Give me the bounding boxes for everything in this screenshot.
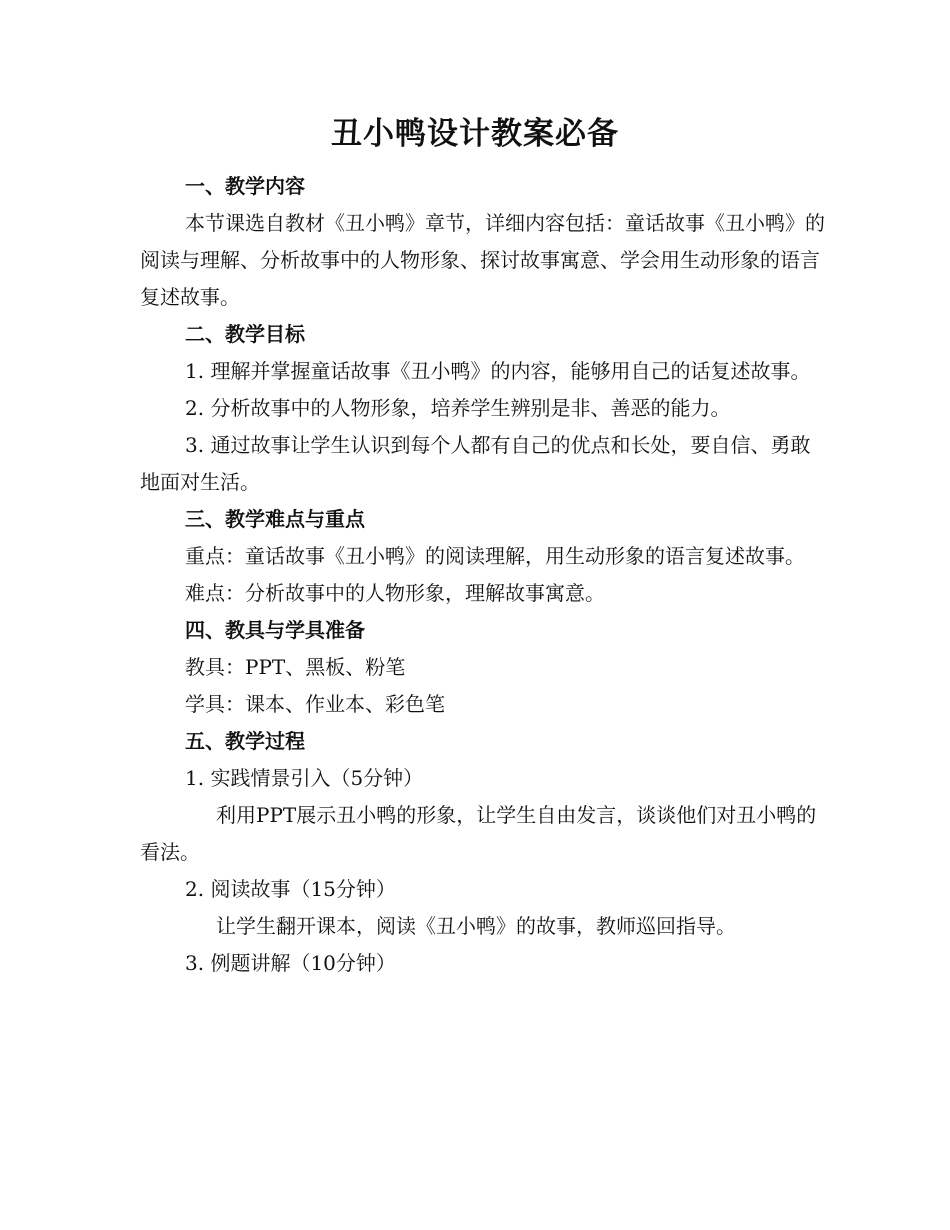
process-step-2-description: 让学生翻开课本，阅读《丑小鸭》的故事，教师巡回指导。 <box>216 914 736 938</box>
process-step-1: 1. 实践情景引入（5分钟） <box>185 766 424 790</box>
key-point-paragraph: 重点：童话故事《丑小鸭》的阅读理解，用生动形象的语言复述故事。 <box>185 544 805 568</box>
section-heading-goals: 二、教学目标 <box>185 322 305 346</box>
content-paragraph: 本节课选自教材《丑小鸭》章节，详细内容包括：童话故事《丑小鸭》的阅读与理解、分析故事中的人物形象、探讨故事寓意、学会用生动形象的语言复述故事。 <box>140 211 825 309</box>
process-step-2: 2. 阅读故事（15分钟） <box>185 877 396 901</box>
goal-item-3: 3. 通过故事让学生认识到每个人都有自己的优点和长处，要自信、勇敢地面对生活。 <box>140 433 811 494</box>
page-title: 丑小鸭设计教案必备 <box>331 116 619 152</box>
goal-item-2: 2. 分析故事中的人物形象，培养学生辨别是非、善恶的能力。 <box>185 396 731 420</box>
process-step-1-description: 利用PPT展示丑小鸭的形象，让学生自由发言，谈谈他们对丑小鸭的看法。 <box>140 803 817 864</box>
process-step-3: 3. 例题讲解（10分钟） <box>185 951 396 975</box>
teacher-materials: 教具：PPT、黑板、粉笔 <box>185 655 406 679</box>
difficulty-paragraph: 难点：分析故事中的人物形象，理解故事寓意。 <box>185 581 605 605</box>
section-heading-process: 五、教学过程 <box>185 729 305 753</box>
section-heading-content: 一、教学内容 <box>185 174 305 198</box>
document-body <box>140 168 825 982</box>
section-heading-materials: 四、教具与学具准备 <box>185 618 365 642</box>
goal-item-1: 1. 理解并掌握童话故事《丑小鸭》的内容，能够用自己的话复述故事。 <box>185 359 811 383</box>
section-heading-key-points: 三、教学难点与重点 <box>185 507 365 531</box>
student-materials: 学具：课本、作业本、彩色笔 <box>185 692 445 716</box>
